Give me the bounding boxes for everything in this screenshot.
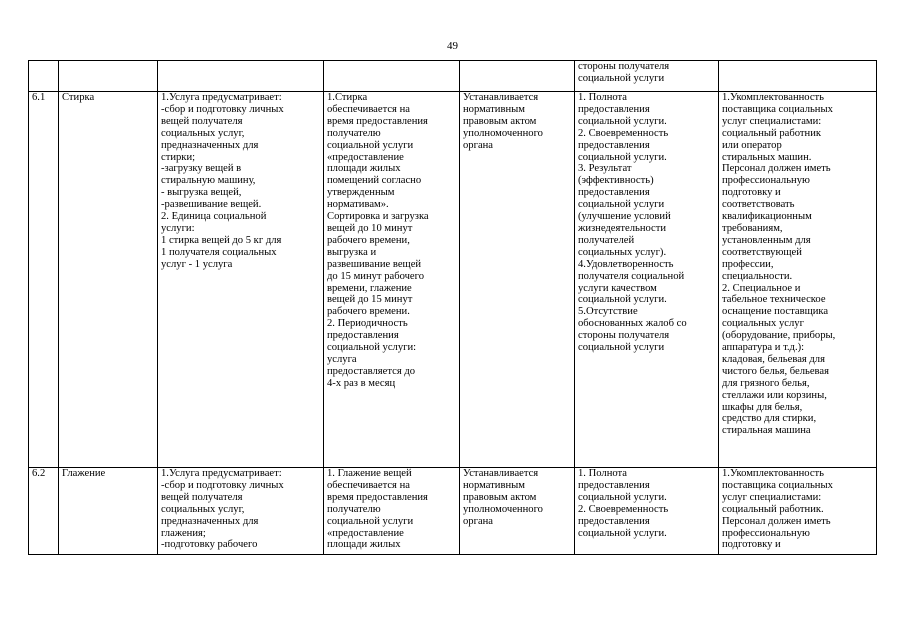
cell-line: социальных услуг, bbox=[161, 127, 245, 139]
cell-line: 2. Своевременность bbox=[578, 503, 669, 515]
cell-line: 2. Своевременность bbox=[578, 127, 669, 139]
cell-line: вещей получателя bbox=[161, 491, 243, 503]
cell-line: услуга bbox=[327, 353, 357, 365]
cell-indicators bbox=[575, 61, 719, 92]
cell-line: площади жилых bbox=[327, 539, 401, 551]
cell-indicators bbox=[575, 468, 719, 555]
cell-line: специальности. bbox=[722, 270, 793, 282]
cell-line: социальный работник. bbox=[722, 503, 824, 515]
cell-name bbox=[59, 61, 158, 92]
cell-line: органа bbox=[463, 515, 494, 527]
table-row-6-2 bbox=[29, 468, 877, 555]
cell-line: предоставления bbox=[578, 139, 650, 151]
cell-line: оснащение поставщика bbox=[722, 306, 829, 318]
cell-line: социальной услуги bbox=[578, 199, 665, 211]
table-row-6-1 bbox=[29, 92, 877, 468]
cell-line: до 15 минут рабочего bbox=[327, 270, 425, 282]
cell-line: -развешивание вещей. bbox=[161, 199, 262, 211]
cell-line: социальных услуг bbox=[722, 318, 804, 330]
cell-line: 4.Удовлетворенность bbox=[578, 258, 674, 270]
cell-line: - выгрузка вещей, bbox=[161, 187, 242, 199]
cell-line: стирки; bbox=[161, 151, 196, 163]
cell-line: стиральная машина bbox=[722, 425, 811, 437]
cell-line: утвержденным bbox=[327, 187, 395, 199]
cell-conditions bbox=[719, 468, 877, 555]
cell-line: соответствующей bbox=[722, 246, 802, 258]
cell-line: рабочего времени, bbox=[327, 234, 410, 246]
cell-line: Устанавливается bbox=[463, 92, 539, 103]
cell-line: социальной услуги bbox=[578, 72, 665, 84]
cell-line: 1 получателя социальных bbox=[161, 246, 277, 258]
cell-conditions bbox=[719, 61, 877, 92]
cell-line: соответствовать bbox=[722, 199, 795, 211]
cell-line: социальных услуг, bbox=[161, 503, 245, 515]
cell-num: 6.1 bbox=[29, 92, 59, 468]
cell-line: (оборудование, приборы, bbox=[722, 330, 836, 342]
cell-line: Сортировка и загрузка bbox=[327, 211, 429, 223]
cell-line: социальной услуги bbox=[327, 515, 414, 527]
cell-line: подготовку и bbox=[722, 187, 781, 199]
cell-line: вещей до 15 минут bbox=[327, 294, 413, 306]
cell-line: поставщика социальных bbox=[722, 103, 833, 115]
table-row-continuation bbox=[29, 61, 877, 92]
cell-num bbox=[29, 61, 59, 92]
cell-line: рабочего времени. bbox=[327, 306, 410, 318]
cell-line: квалификационным bbox=[722, 211, 812, 223]
cell-line: профессии, bbox=[722, 258, 774, 270]
cell-line: стеллажи или корзины, bbox=[722, 389, 827, 401]
cell-line: 2. Периодичность bbox=[327, 318, 408, 330]
cell-line: 1. Полнота bbox=[578, 468, 627, 479]
cell-conditions bbox=[719, 92, 877, 468]
cell-line: Устанавливается bbox=[463, 468, 539, 479]
cell-line: поставщика социальных bbox=[722, 479, 833, 491]
cell-line: социальной услуги. bbox=[578, 294, 667, 306]
cell-line: 4-х раз в месяц bbox=[327, 377, 396, 389]
cell-line: -загрузку вещей в bbox=[161, 163, 242, 175]
cell-line: социальной услуги: bbox=[327, 342, 417, 354]
cell-line: обоснованных жалоб со bbox=[578, 318, 687, 330]
cell-content bbox=[158, 468, 324, 555]
cell-line: предоставляется до bbox=[327, 365, 416, 377]
cell-line: вещей до 10 минут bbox=[327, 222, 413, 234]
cell-line: нормативным bbox=[463, 479, 525, 491]
cell-tariff bbox=[460, 468, 575, 555]
cell-line: социальной услуги. bbox=[578, 527, 667, 539]
cell-line: социальных услуг). bbox=[578, 246, 667, 258]
cell-line: 3. Результат bbox=[578, 163, 632, 175]
cell-line: стиральных машин. bbox=[722, 151, 812, 163]
cell-line: получателю bbox=[327, 127, 381, 139]
cell-line: уполномоченного bbox=[463, 503, 543, 515]
cell-line: 2. Единица социальной bbox=[161, 211, 267, 223]
cell-line: для грязного белья, bbox=[722, 377, 810, 389]
cell-line: стороны получателя bbox=[578, 61, 670, 72]
cell-line: средство для стирки, bbox=[722, 413, 817, 425]
cell-line: аппаратура и т.д.): bbox=[722, 342, 805, 354]
cell-line: социальной услуги bbox=[578, 342, 665, 354]
cell-line: 5.Отсутствие bbox=[578, 306, 638, 318]
cell-line: предоставления bbox=[578, 479, 650, 491]
cell-line: услуг - 1 услуга bbox=[161, 258, 233, 270]
cell-line: -подготовку рабочего bbox=[161, 539, 258, 551]
cell-line: услуг специалистами: bbox=[722, 115, 822, 127]
cell-content bbox=[158, 92, 324, 468]
cell-tariff bbox=[460, 92, 575, 468]
cell-line: 1. Глажение вещей bbox=[327, 468, 412, 479]
cell-content bbox=[158, 61, 324, 92]
cell-line: глажения; bbox=[161, 527, 206, 539]
cell-line: (эффективность) bbox=[578, 175, 654, 187]
cell-line: обеспечивается на bbox=[327, 479, 410, 491]
cell-line: 1 стирка вещей до 5 кг для bbox=[161, 234, 282, 246]
cell-line: чистого белья, бельевая bbox=[722, 365, 829, 377]
services-table bbox=[28, 60, 877, 555]
cell-line: социальной услуги. bbox=[578, 115, 667, 127]
cell-line: социальной услуги. bbox=[578, 491, 667, 503]
cell-line: помещений согласно bbox=[327, 175, 422, 187]
cell-line: предназначенных для bbox=[161, 515, 259, 527]
cell-line: кладовая, бельевая для bbox=[722, 353, 825, 365]
cell-line: предназначенных для bbox=[161, 139, 259, 151]
cell-line: табельное техническое bbox=[722, 294, 826, 306]
cell-line: нормативам». bbox=[327, 199, 389, 211]
cell-line: жизнедеятельности bbox=[578, 222, 667, 234]
cell-terms bbox=[324, 468, 460, 555]
cell-line: социальный работник bbox=[722, 127, 822, 139]
cell-line: время предоставления bbox=[327, 115, 428, 127]
cell-line: получателей bbox=[578, 234, 635, 246]
cell-line: органа bbox=[463, 139, 494, 151]
cell-line: 1. Полнота bbox=[578, 92, 627, 103]
cell-line: получателю bbox=[327, 503, 381, 515]
cell-line: 1.Услуга предусматривает: bbox=[161, 92, 282, 103]
cell-indicators bbox=[575, 92, 719, 468]
cell-line: стороны получателя bbox=[578, 330, 670, 342]
cell-line: установленным для bbox=[722, 234, 811, 246]
cell-line: -сбор и подготовку личных bbox=[161, 479, 284, 491]
cell-line: шкафы для белья, bbox=[722, 401, 803, 413]
cell-line: социальной услуги. bbox=[578, 151, 667, 163]
cell-line: требованиям, bbox=[722, 222, 783, 234]
cell-line: «предоставление bbox=[327, 151, 404, 163]
cell-line: подготовку и bbox=[722, 539, 781, 551]
cell-line: профессиональную bbox=[722, 527, 810, 539]
cell-tariff bbox=[460, 61, 575, 92]
page-number: 49 bbox=[447, 40, 458, 52]
cell-line: 1.Укомплектованность bbox=[722, 92, 824, 103]
cell-line: вещей получателя bbox=[161, 115, 243, 127]
cell-num: 6.2 bbox=[29, 468, 59, 555]
cell-line: 1.Услуга предусматривает: bbox=[161, 468, 282, 479]
cell-line: 2. Специальное и bbox=[722, 282, 801, 294]
cell-line: 1.Укомплектованность bbox=[722, 468, 824, 479]
cell-line: профессиональную bbox=[722, 175, 810, 187]
cell-line: или оператор bbox=[722, 139, 782, 151]
cell-line: услуг специалистами: bbox=[722, 491, 822, 503]
cell-line: уполномоченного bbox=[463, 127, 543, 139]
cell-line: обеспечивается на bbox=[327, 103, 410, 115]
cell-line: выгрузка и bbox=[327, 246, 377, 258]
cell-line: развешивание вещей bbox=[327, 258, 422, 270]
cell-line: услуги качеством bbox=[578, 282, 657, 294]
cell-line: время предоставления bbox=[327, 491, 428, 503]
cell-line: 1.Стирка bbox=[327, 92, 368, 103]
cell-terms bbox=[324, 61, 460, 92]
cell-line: предоставления bbox=[327, 330, 399, 342]
cell-line: (улучшение условий bbox=[578, 211, 671, 223]
cell-line: социальной услуги bbox=[327, 139, 414, 151]
cell-line: времени, глажение bbox=[327, 282, 412, 294]
cell-name: Глажение bbox=[59, 468, 158, 555]
cell-line: площади жилых bbox=[327, 163, 401, 175]
cell-line: услуги: bbox=[161, 222, 195, 234]
cell-line: получателя социальной bbox=[578, 270, 685, 282]
cell-line: -сбор и подготовку личных bbox=[161, 103, 284, 115]
cell-line: предоставления bbox=[578, 515, 650, 527]
cell-name: Стирка bbox=[59, 92, 158, 468]
cell-line: стиральную машину, bbox=[161, 175, 256, 187]
cell-line: предоставления bbox=[578, 187, 650, 199]
cell-line: предоставления bbox=[578, 103, 650, 115]
cell-line: «предоставление bbox=[327, 527, 404, 539]
cell-line: Персонал должен иметь bbox=[722, 163, 831, 175]
cell-line: Персонал должен иметь bbox=[722, 515, 831, 527]
cell-line: правовым актом bbox=[463, 115, 537, 127]
cell-line: правовым актом bbox=[463, 491, 537, 503]
cell-terms bbox=[324, 92, 460, 468]
cell-line: нормативным bbox=[463, 103, 525, 115]
